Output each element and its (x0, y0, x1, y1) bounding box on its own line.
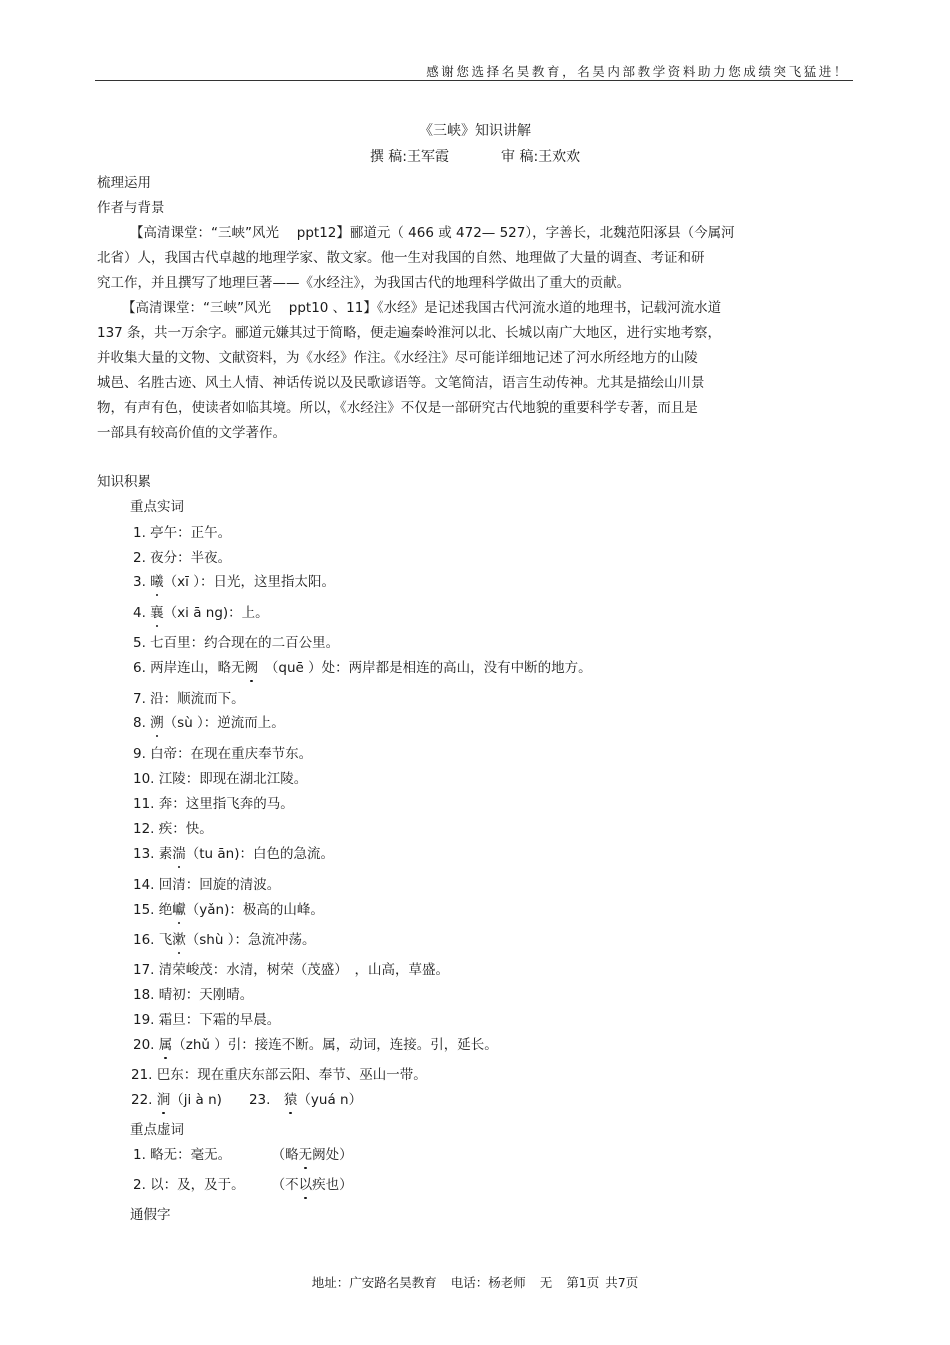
vocab-text: 10. 江陵：即现在湖北江陵。 (133, 771, 308, 787)
vocab-text: 12. 疾：快。 (133, 821, 213, 837)
vocab-text: （ji à n) 23. (170, 1092, 284, 1108)
vocab-item (133, 631, 339, 651)
vocab-item (133, 842, 334, 862)
reviewer-label: 审 稿: (501, 149, 539, 165)
vocab-item (133, 767, 307, 787)
footer-address: 地址：广安路名昊教育 (311, 1275, 437, 1290)
reviewer-name: 王欢欢 (538, 149, 581, 165)
vocab-item (133, 1033, 498, 1053)
footer-phone: 电话：杨老师 (450, 1275, 526, 1290)
vocab-text: 6. 两岸连山，略无 (133, 660, 245, 676)
section-subheading: 作者与背景 (97, 200, 165, 216)
vocab-text: （yǎn)：极高的山峰。 (185, 902, 324, 918)
author-line (0, 146, 950, 166)
emphasis-char: 猿 (284, 1088, 298, 1108)
paragraph-line: 物，有声有色，使读者如临其境。所以，《水经注》不仅是一部研究古代地貌的重要科学专著，而且是 (97, 400, 698, 416)
vocab-text: （quē ）处：两岸都是相连的高山，没有中断的地方。 (258, 660, 592, 676)
subsection-heading: 通假字 (130, 1207, 171, 1223)
author-name: 王军霞 (407, 149, 449, 165)
vocab-item (133, 570, 335, 590)
vocab-item (133, 546, 231, 566)
author-label: 撰 稿: (369, 149, 407, 165)
vocab-text: 7. 沿：顺流而下。 (133, 691, 245, 707)
function-word-item (133, 1143, 353, 1163)
vocab-text: 9. 白帝：在现在重庆奉节东。 (133, 746, 313, 762)
vocab-text: （zhǔ ）引：接连不断。属，动词，连接。引，延长。 (172, 1037, 498, 1053)
page-header (95, 60, 853, 81)
vocab-text: 14. 回清：回旋的清波。 (133, 877, 281, 893)
vocab-text: 4. (133, 605, 151, 621)
vocab-item (131, 1088, 362, 1108)
vocab-text: 17. 清荣峻茂：水清，树荣（茂盛） ，山高，草盛。 (133, 962, 450, 978)
vocab-text: （tu ān)：白色的急流。 (185, 846, 335, 862)
vocab-text: 5. 七百里：约合现在的二百公里。 (133, 635, 340, 651)
vocab-text: 15. 绝 (133, 902, 173, 918)
vocab-text: （shù ）：急流冲荡。 (185, 932, 316, 948)
function-word-item (133, 1173, 353, 1193)
paragraph-line: 并收集大量的文物、文献资料，为《水经》作注。《水经注》尽可能详细地记述了河水所经地方的山陵 (97, 350, 698, 366)
vocab-item (133, 817, 213, 837)
footer-total: 共7页 (605, 1275, 639, 1290)
page-footer (0, 1273, 950, 1291)
emphasis-char: 涧 (157, 1088, 171, 1108)
paragraph-line: 究工作，并且撰写了地理巨著——《水经注》，为我国古代的地理科学做出了重大的贡献。 (97, 275, 631, 291)
vocab-text: 疾也） (312, 1177, 353, 1193)
vocab-item (133, 601, 269, 621)
vocab-item (133, 1008, 280, 1028)
vocab-text: 16. 飞 (133, 932, 173, 948)
paragraph-line: 城邑、名胜古迹、风土人情、神话传说以及民歌谚语等。文笔简洁，语言生动传神。尤其是描绘山川景 (97, 375, 705, 391)
vocab-text: 11. 奔：这里指飞奔的马。 (133, 796, 294, 812)
paragraph-line: 【高清课堂：“三峡”风光 ppt10 、11】《水经》是记述我国古代河流水道的地理书，记载河流水道 (122, 300, 722, 316)
paragraph-line: 137 条，共一万余字。郦道元嫌其过于简略，便走遍秦岭淮河以北、长城以南广大地区，进行实地考察， (97, 325, 722, 341)
emphasis-char: 湍 (172, 842, 186, 862)
emphasis-char: 属 (159, 1033, 173, 1053)
vocab-text: 1. 略无：毫无。 （略 (133, 1147, 299, 1163)
vocab-text: （sù ）：逆流而上。 (163, 715, 285, 731)
vocab-text: 22. (131, 1092, 157, 1108)
vocab-text: 阙处） (312, 1147, 353, 1163)
vocab-item (133, 958, 449, 978)
paragraph-line: 北省）人，我国古代卓越的地理学家、散文家。他一生对我国的自然、地理做了大量的调查、考证和研 (97, 250, 705, 266)
vocab-item (133, 711, 285, 731)
vocab-item (133, 521, 231, 541)
paragraph-line: 【高清课堂：“三峡”风光 ppt12】郦道元（ 466 或 472— 527），字善长，北魏范阳涿县（今属河 (130, 225, 735, 241)
section-heading: 梳理运用 (97, 175, 151, 191)
section-heading: 知识积累 (97, 474, 151, 490)
vocab-text: 2. 以：及，及于。 （不 (133, 1177, 299, 1193)
vocab-text: （xi ā ng)：上。 (163, 605, 269, 621)
emphasis-char: 曦 (150, 570, 164, 590)
vocab-item (133, 898, 324, 918)
document-title: 《三峡》知识讲解 (419, 123, 531, 139)
subsection-heading: 重点实词 (130, 499, 184, 515)
vocab-text: 2. 夜分：半夜。 (133, 550, 232, 566)
vocab-text: 18. 晴初：天刚晴。 (133, 987, 254, 1003)
vocab-text: 3. (133, 574, 151, 590)
footer-fax: 无 (539, 1275, 553, 1290)
vocab-item (133, 656, 592, 676)
emphasis-char: 襄 (150, 601, 164, 621)
vocab-text: 21. 巴东：现在重庆东部云阳、奉节、巫山一带。 (131, 1067, 427, 1083)
emphasis-char: 漱 (172, 928, 186, 948)
vocab-item (131, 1063, 427, 1083)
emphasis-char: 以 (299, 1173, 313, 1193)
vocab-text: （xī ）：日光，这里指太阳。 (163, 574, 335, 590)
vocab-item (133, 687, 245, 707)
header-slogan: 感谢您选择名昊教育，名昊内部教学资料助力您成绩突飞猛进！ (426, 64, 849, 79)
emphasis-char: 巘 (172, 898, 186, 918)
subsection-heading: 重点虚词 (130, 1122, 184, 1138)
vocab-text: 1. 亭午：正午。 (133, 525, 232, 541)
vocab-text: 8. (133, 715, 151, 731)
vocab-item (133, 873, 280, 893)
vocab-text: （yuá n） (297, 1092, 363, 1108)
vocab-item (133, 928, 315, 948)
paragraph-line: 一部具有较高价值的文学著作。 (97, 425, 286, 441)
vocab-item (133, 792, 294, 812)
vocab-item (133, 983, 253, 1003)
vocab-text: 13. 素 (133, 846, 173, 862)
emphasis-char: 溯 (150, 711, 164, 731)
vocab-text: 20. (133, 1037, 159, 1053)
emphasis-char: 阙 (245, 656, 259, 676)
emphasis-char: 无 (299, 1143, 313, 1163)
vocab-item (133, 742, 312, 762)
footer-page: 第1页 (566, 1275, 600, 1290)
vocab-text: 19. 霜旦：下霜的早晨。 (133, 1012, 281, 1028)
